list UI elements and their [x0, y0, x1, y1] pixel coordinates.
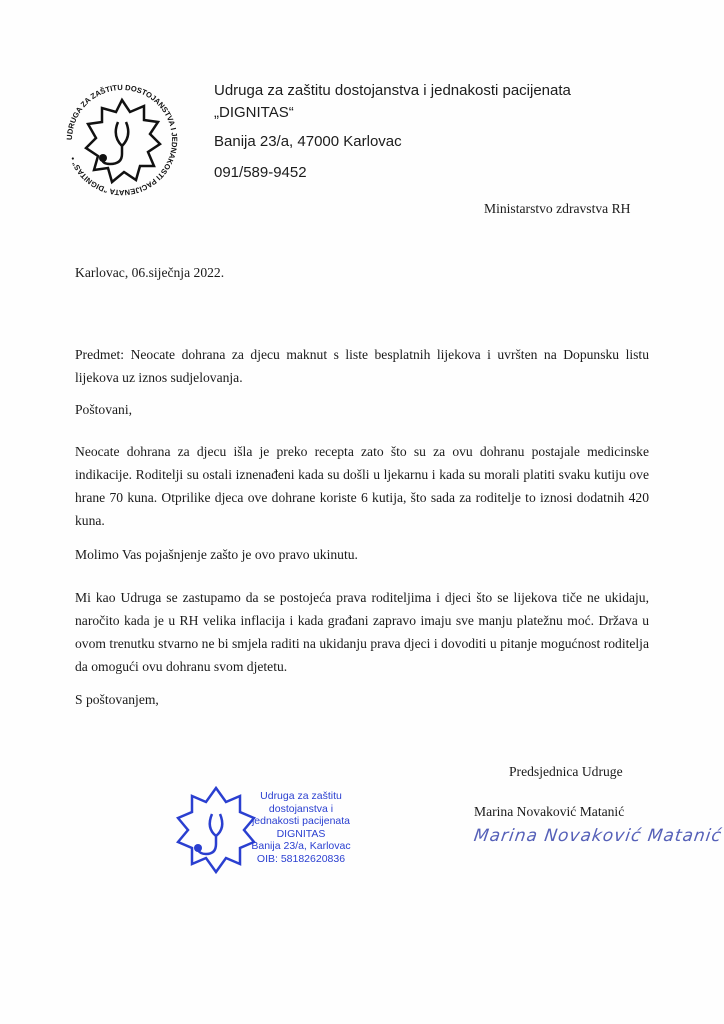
- stamp-line: jednakosti pacijenata: [251, 815, 351, 827]
- body-paragraph: Neocate dohrana za djecu išla je preko recepta zato što su za ovu dohranu postajale medicinske indikacije. Roditelji su ostali iznenađeni kada su došli u ljekarnu i kada su morali platiti svaku kutiju ove hrane 70 kuna. Otprilike djeca ove dohrane koriste 6 kutija, što sada za roditelje to iznosi dodatnih 420 kuna.: [75, 444, 649, 528]
- greeting: Poštovani,: [75, 402, 133, 417]
- org-short-name: „DIGNITAS“: [214, 104, 294, 121]
- org-name: Udruga za zaštitu dostojanstva i jednakosti pacijenata: [214, 82, 571, 99]
- subject: Predmet: Neocate dohrana za djecu maknut s liste besplatnih lijekova i uvršten na Dopunsku listu lijekova uz iznos sudjelovanja.: [75, 347, 649, 385]
- stamp-line: DIGNITAS: [276, 827, 326, 840]
- org-address: Banija 23/a, 47000 Karlovac: [214, 133, 402, 150]
- recipient: Ministarstvo zdravstva RH: [484, 201, 631, 216]
- handwritten-signature: Marina Novaković Matanić: [472, 826, 724, 846]
- organization-logo: [60, 78, 184, 202]
- closing: S poštovanjem,: [75, 692, 159, 707]
- signatory-name: Marina Novaković Matanić: [474, 804, 625, 819]
- date-line: Karlovac, 06.siječnja 2022.: [75, 265, 225, 280]
- stethoscope-star-icon: [176, 784, 256, 876]
- org-phone: 091/589-9452: [214, 164, 307, 181]
- signatory-title: Predsjednica Udruge: [509, 764, 623, 779]
- body-paragraph: Molimo Vas pojašnjenje zašto je ovo pravo ukinutu.: [75, 547, 358, 562]
- stamp-line: Banija 23/a, Karlovac: [251, 840, 351, 852]
- stamp-line: OIB: 58182620836: [256, 852, 346, 865]
- svg-text:UDRUGA ZA ZAŠTITU DOSTOJANSTVA: UDRUGA ZA ZAŠTITU DOSTOJANSTVA I JEDNAKOSTI PACIJENATA "DIGNITAS" •: [64, 82, 180, 198]
- body-paragraph: Mi kao Udruga se zastupamo da se postojeća prava roditeljima i djeci što se lijekova tiče ne ukidaju, naročito kada je u RH velika inflacija i kada građani zapravo imaju sve manju platežnu moć. Država u ovom trenutku stvarno ne bi smjela raditi na ukidanju prava djeci i dovoditi u pitanje mogućnost roditelja da omogući ovu dohranu svom djetetu.: [75, 590, 649, 674]
- stamp-line: Udruga za zaštitu: [260, 790, 342, 802]
- stamp-line: dostojanstva i: [268, 802, 334, 815]
- stamp: [176, 784, 351, 876]
